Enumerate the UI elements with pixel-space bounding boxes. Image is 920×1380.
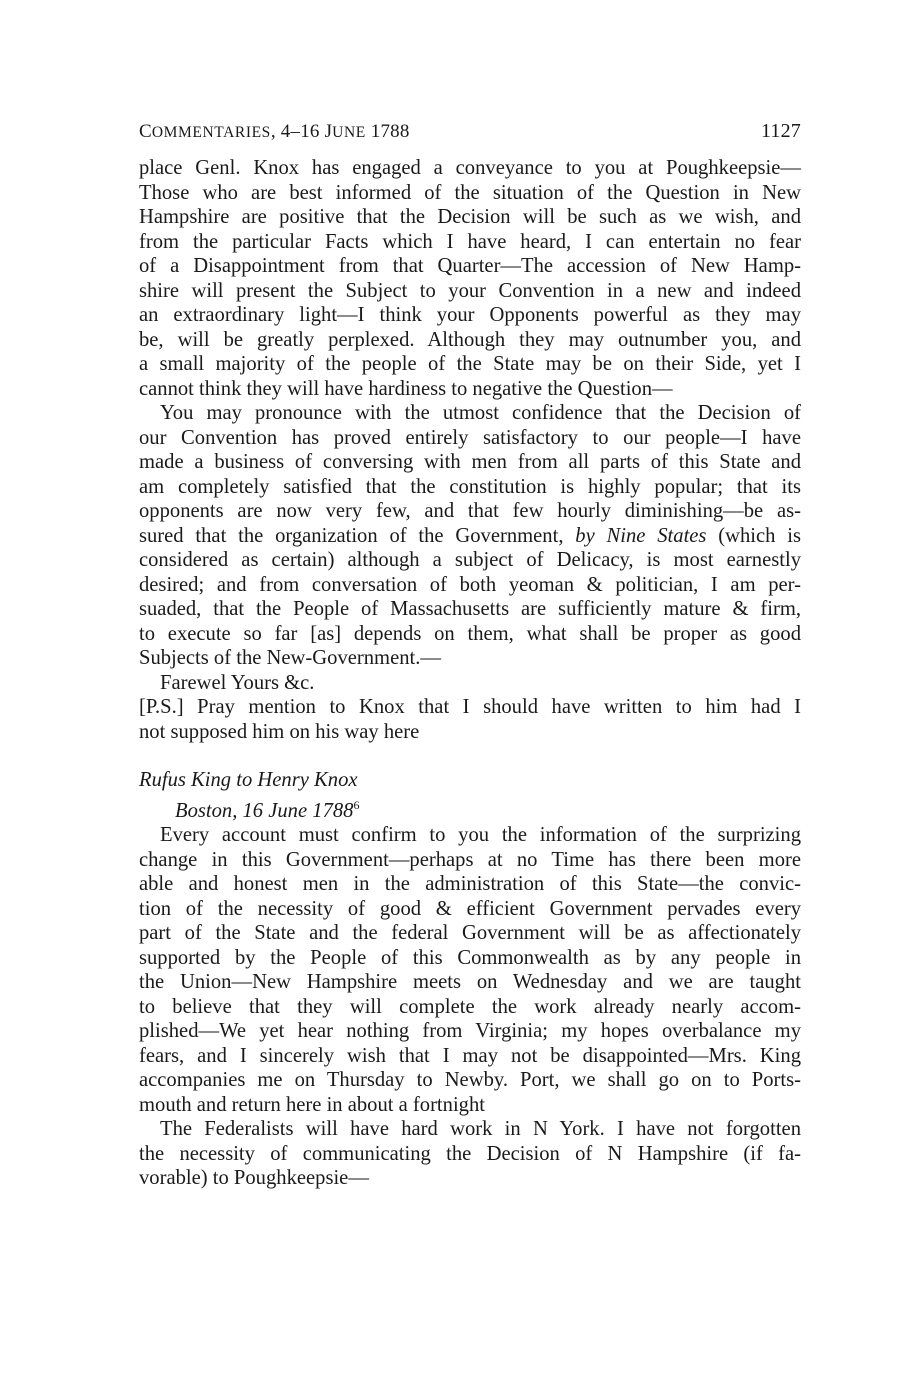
- letter1-paragraph-1: [139, 156, 801, 401]
- text-line: to believe that they will complete the work already nearly accom-: [139, 995, 801, 1018]
- text-line: our Convention has proved entirely satisfactory to our people—I have: [139, 426, 801, 449]
- text-line: cannot think they will have hardiness to negative the Question—: [139, 377, 673, 400]
- letter1-postscript: [139, 695, 801, 744]
- running-head-title: [139, 121, 410, 143]
- text-line: The Federalists will have hard work in N York. I have not forgotten: [160, 1118, 801, 1140]
- letter1-closing: [139, 671, 801, 696]
- text-line: not supposed him on his way here: [139, 720, 420, 743]
- text-line: fears, and I sincerely wish that I may not be disappointed—Mrs. King: [139, 1044, 801, 1067]
- text-line: from the particular Facts which I have heard, I can entertain no fear: [139, 230, 801, 253]
- letter1-paragraph-2: [139, 401, 801, 671]
- text-line: be, will be greatly perplexed. Although they may outnumber you, and: [139, 328, 801, 351]
- text-line: Every account must confirm to you the information of the surprizing: [160, 824, 801, 846]
- text-line: vorable) to Poughkeepsie—: [139, 1167, 369, 1189]
- text-line: part of the State and the federal Government will be as affectionately: [139, 922, 801, 944]
- text-line: suaded, that the People of Massachusetts are sufficiently mature & firm,: [139, 598, 801, 620]
- section-gap: [139, 744, 801, 768]
- text-line: accompanies me on Thursday to Newby. Port, we shall go on to Ports-: [139, 1069, 801, 1091]
- text-line: am completely satisfied that the constitution is highly popular; that its: [139, 475, 801, 498]
- letter2-paragraph-2: [139, 1117, 801, 1191]
- text-line: mouth and return here in about a fortnight: [139, 1093, 485, 1116]
- letter-place-date: [139, 793, 801, 824]
- text-line: of a Disappointment from that Quarter—The accession of New Hamp-: [139, 255, 801, 277]
- footnote-marker: 6: [353, 797, 360, 812]
- text-segment: (which is: [706, 524, 801, 547]
- title-month-initial: J: [324, 121, 333, 142]
- text-line: change in this Government—perhaps at no Time has there been more: [139, 848, 801, 871]
- text-line: considered as certain) although a subject of Delicacy, is most earnestly: [139, 549, 801, 571]
- title-month-smallcaps: UNE: [332, 124, 366, 141]
- text-line: [P.S.] Pray mention to Knox that I should have written to him had I: [139, 696, 801, 718]
- text-line: the necessity of communicating the Decision of N Hampshire (if fa-: [139, 1142, 801, 1165]
- title-smallcaps: OMMENTARIES: [151, 124, 271, 141]
- text-line: tion of the necessity of good & efficient Government pervades every: [139, 897, 801, 920]
- title-initial: C: [139, 121, 152, 142]
- body-text: [139, 156, 801, 1191]
- text-line: plished—We yet hear nothing from Virginia; my hopes overbalance my: [139, 1020, 801, 1042]
- letter-title: Rufus King to Henry Knox: [139, 769, 358, 791]
- page-number: 1127: [760, 120, 801, 142]
- text-line: shire will present the Subject to your Convention in a new and indeed: [139, 279, 801, 302]
- text-segment: sured that the organization of the Government,: [139, 524, 576, 547]
- letter2-paragraph-1: [139, 823, 801, 1117]
- text-line: a small majority of the people of the State may be on their Side, yet I: [139, 353, 801, 375]
- text-line: desired; and from conversation of both yeoman & politician, I am per-: [139, 573, 801, 596]
- italic-phrase: by Nine States: [575, 524, 707, 547]
- text-line: the Union—New Hampshire meets on Wednesday and we are taught: [139, 971, 801, 993]
- text-line: place Genl. Knox has engaged a conveyance to you at Poughkeepsie—: [139, 157, 801, 179]
- text-line: opponents are now very few, and that few hourly diminishing—be as-: [139, 500, 801, 522]
- place-date-text: Boston, 16 June 1788: [175, 799, 354, 822]
- text-line: Hampshire are positive that the Decision will be such as we wish, and: [139, 206, 801, 228]
- text-line: able and honest men in the administration of this State—the convic-: [139, 873, 801, 895]
- text-line: Those who are best informed of the situation of the Question in New: [139, 181, 801, 204]
- title-year: 1788: [365, 121, 410, 142]
- running-head: [139, 120, 801, 156]
- title-range: , 4–16: [270, 121, 325, 142]
- text-line: You may pronounce with the utmost confidence that the Decision of: [160, 402, 801, 424]
- text-line: supported by the People of this Commonwealth as by any people in: [139, 946, 801, 969]
- document-page: [139, 120, 801, 1191]
- text-line: made a business of conversing with men from all parts of this State and: [139, 451, 801, 473]
- closing-line: Farewel Yours &c.: [160, 671, 315, 694]
- text-line-mixed: [139, 524, 801, 549]
- text-line: Subjects of the New-Government.—: [139, 647, 441, 669]
- text-line: to execute so far [as] depends on them, what shall be proper as good: [139, 622, 801, 645]
- letter2-heading: [139, 768, 801, 823]
- text-line: an extraordinary light—I think your Opponents powerful as they may: [139, 304, 801, 326]
